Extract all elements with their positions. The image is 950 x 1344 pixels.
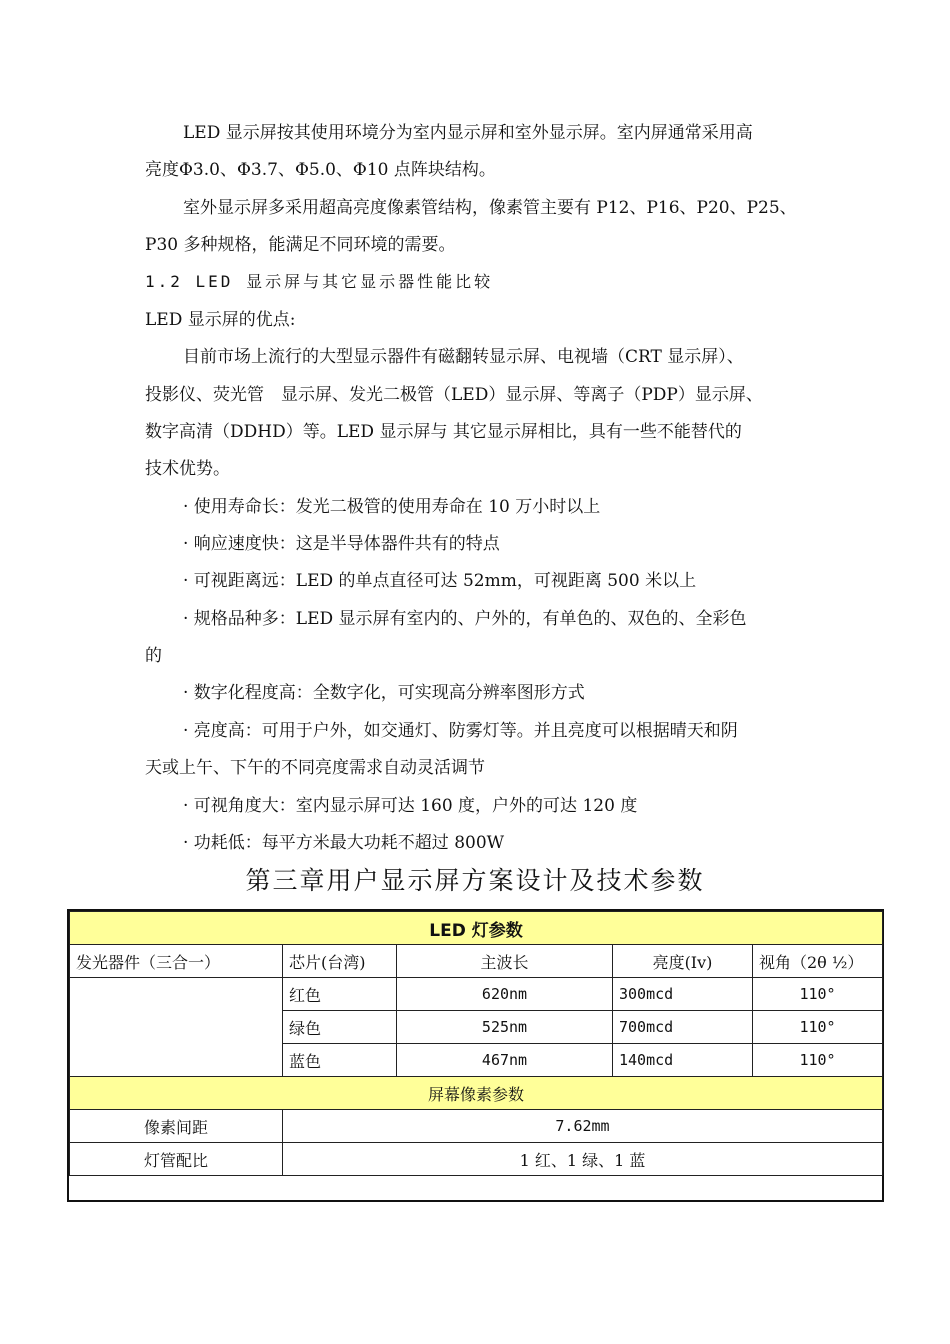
wavelength-cell: 525nm xyxy=(397,1011,613,1044)
header-cell: 视角（2θ ½） xyxy=(753,945,883,978)
brightness-cell: 700mcd xyxy=(613,1011,753,1044)
bullet-item: · 亮度高：可用于户外，如交通灯、防雾灯等。并且亮度可以根据晴天和阴 xyxy=(183,721,738,741)
table-title-cell xyxy=(70,912,883,945)
table-row xyxy=(70,1110,883,1143)
pixel-value-cell: 7.62mm xyxy=(283,1110,883,1143)
angle-cell: 110° xyxy=(753,1011,883,1044)
angle-cell: 110° xyxy=(753,1044,883,1077)
wavelength-cell: 467nm xyxy=(397,1044,613,1077)
paragraph-line: 的 xyxy=(145,646,162,666)
device-cell xyxy=(70,978,283,1077)
paragraph-line: 投影仪、荧光管 显示屏、发光二极管（LED）显示屏、等离子（PDP）显示屏、 xyxy=(145,385,763,405)
chip-cell: 红色 xyxy=(283,978,397,1011)
pixel-section-row xyxy=(70,1077,883,1110)
table-header-row xyxy=(70,945,883,978)
bullet-item: · 可视角度大：室内显示屏可达 160 度，户外的可达 120 度 xyxy=(183,796,638,816)
paragraph-line: 室外显示屏多采用超高亮度像素管结构，像素管主要有 P12、P16、P20、P25、 xyxy=(183,198,797,218)
table-row xyxy=(70,1143,883,1176)
pixel-section-title: 屏幕像素参数 xyxy=(70,1077,883,1110)
bullet-item: · 可视距离远：LED 的单点直径可达 52mm，可视距离 500 米以上 xyxy=(183,571,697,591)
paragraph-line: P30 多种规格，能满足不同环境的需要。 xyxy=(145,235,456,255)
header-cell: 芯片(台湾) xyxy=(283,945,397,978)
paragraph-line: 天或上午、下午的不同亮度需求自动灵活调节 xyxy=(145,758,485,778)
paragraph-line: 目前市场上流行的大型显示器件有磁翻转显示屏、电视墙（CRT 显示屏）、 xyxy=(183,347,744,367)
wavelength-cell: 620nm xyxy=(397,978,613,1011)
brightness-cell: 140mcd xyxy=(613,1044,753,1077)
paragraph-line: 亮度Φ3.0、Φ3.7、Φ5.0、Φ10 点阵块结构。 xyxy=(145,160,496,180)
header-cell: 主波长 xyxy=(397,945,613,978)
paragraph-line: LED 显示屏按其使用环境分为室内显示屏和室外显示屏。室内屏通常采用高 xyxy=(183,123,753,143)
paragraph-line: LED 显示屏的优点: xyxy=(145,310,296,330)
section-heading: 1.2 LED 显示屏与其它显示器性能比较 xyxy=(145,272,494,291)
angle-cell: 110° xyxy=(753,978,883,1011)
table-row xyxy=(70,978,883,1011)
header-cell: 发光器件（三合一） xyxy=(70,945,283,978)
pixel-value-cell: 1 红、1 绿、1 蓝 xyxy=(283,1143,883,1176)
bullet-item: · 功耗低：每平方米最大功耗不超过 800W xyxy=(183,833,505,853)
paragraph-line: 技术优势。 xyxy=(145,459,230,479)
bullet-item: · 使用寿命长：发光二极管的使用寿命在 10 万小时以上 xyxy=(183,497,601,517)
bullet-item: · 数字化程度高：全数字化，可实现高分辨率图形方式 xyxy=(183,683,585,703)
bullet-item: · 规格品种多：LED 显示屏有室内的、户外的，有单色的、双色的、全彩色 xyxy=(183,609,747,629)
table-title: LED 灯参数 xyxy=(429,920,523,941)
pixel-label-cell: 像素间距 xyxy=(70,1110,283,1143)
led-parameter-table xyxy=(69,911,883,1176)
chip-cell: 蓝色 xyxy=(283,1044,397,1077)
header-cell: 亮度(Iv) xyxy=(613,945,753,978)
chapter-title: 第三章用户显示屏方案设计及技术参数 xyxy=(245,866,705,895)
brightness-cell: 300mcd xyxy=(613,978,753,1011)
pixel-label-cell: 灯管配比 xyxy=(70,1143,283,1176)
bullet-item: · 响应速度快：这是半导体器件共有的特点 xyxy=(183,534,500,554)
chip-cell: 绿色 xyxy=(283,1011,397,1044)
paragraph-line: 数字高清（DDHD）等。LED 显示屏与 其它显示屏相比，具有一些不能替代的 xyxy=(145,422,742,442)
